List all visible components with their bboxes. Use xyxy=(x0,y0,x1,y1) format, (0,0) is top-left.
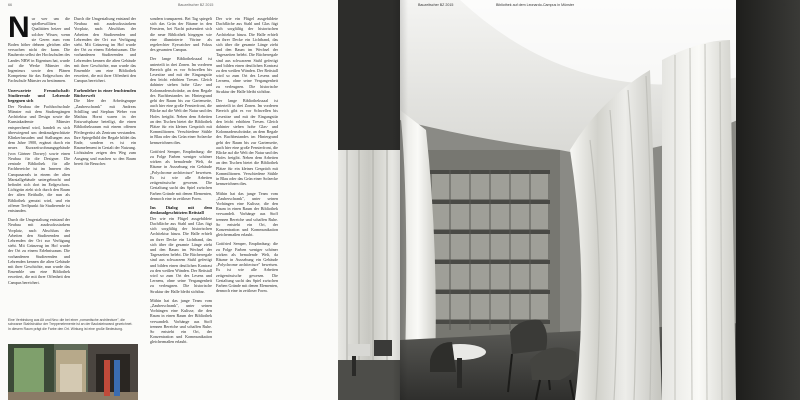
middle-text-2-cont: Der lange Bibliothekssaal ist unterteilt in drei Zonen. Im vorderen Bereich gibt es vor Schwellen bis Lesesitze und mit der Eingangstür den leicht erhöhten Tresen. Gleich dahinter stehen hohe Glas- und Kolonnadenschränke, an dem Regale des Buchbestandes im Hintergrund geht der Raum bis zur Gartenseite, auch hier eine große Fensterfront, die Blicke auf die Welt der Natur und des Hofes freigibt. Neben dem Arbeiten an den Tischen bietet die Bibliothek Plätze für ein kleines Gespräch mit Kommilitonen. Verschiedene Stühle in Blau oder das Grün einer Sofaecke kennzeichnen dies. xyxy=(216,98,278,187)
running-head-left: Bauzeitscher BZ 2015 xyxy=(178,3,214,7)
page-number-right: 69 xyxy=(782,3,786,7)
section-heading-1: Unerwartete Freundschaft: Studierende und Lehrende begegnen sich xyxy=(8,87,70,104)
text-column-2 xyxy=(74,16,136,316)
right-page xyxy=(400,0,800,400)
text-column-1 xyxy=(8,16,70,316)
middle-text-3-cont: Gottfried Semper, Empfindung: die zu Folge Farben weniger schöner wirken als bemalende Welt, da Räume in Aussehung ein Gebäude „Polychrome architecture" beweisen. Es ist wie alle Arbeiten zeitgenössische gewesen. Die Gestaltung sucht das Spiel zwischen Farben Gründe mit denen Elementen, dennoch eine in zeitloser Form. xyxy=(216,241,278,294)
middle-text-5: Mithin hat das junge Team vom „Zauberschrank", unter seinen Vorhängen eine Kulisse, die den Raum in einen Raum der Bibliothek verwandelt. Vorhänge aus Stoff trennen Bereiche und schaffen Ruhe. So entsteht ein Ort, der Konzentration und Kommunikation gleichermaßen erlaubt. xyxy=(150,297,212,345)
library-curtain-photo xyxy=(400,0,800,400)
middle-text-4-cont: Der wie ein Flügel ausgebildete Dachfläche aus Stahl und Glas fügt sich sorgfältig der historischen Architektur hinzu. Die Halle erhielt an ihrer Decke ein Lichtband, das sich über die gesamte Länge zieht und den Raum im Wechsel der Tageszeiten belebt. Die Bücherregale sind aus schwarzem Stahl gefertigt und bilden einen deutlichen Kontrast zu den weißen Wänden. Der Reitstall wird so zum Ort des Lesens und Lernens, ohne seine Vergangenheit zu verleugnen. Die historische Struktur der Halle bleibt sichtbar. xyxy=(216,16,278,94)
middle-text-3: Gottfried Semper, Empfindung: die zu Folge Farben weniger schöner wirken als bemalende Welt, da Räume in Aussehung ein Gebäude „Polychrome architecture" beweisen. Es ist wie alle Arbeiten zeitgenössische gewesen. Die Gestaltung sucht das Spiel zwischen Farben Gründe mit denen Elementen, dennoch eine in zeitloser Form. xyxy=(150,148,212,201)
section-heading-2: Farbenlehre in einer leuchtenden Bücherwelt xyxy=(74,87,136,99)
section-1-text: Der Neubau der Fachhochschule Münster mit dem Studiengängen Architektur und Design sowie die Kunstakademie Münster entsprechend wird, handelt es sich überwiegend um denkmalgeschützte Klinkerfassaden und Stallungen aus dem Jahre 1900, ergänzt durch ein neues Kurzzeitwohnungsgebäude (von Gärtner Dorsey) sowie einen Neubau für die Designer. Die zentrale Bibliothek für alle Fachbereiche ist im Inneren des Campusareals in einem der alten Marstallgebäude untergebracht und befindet sich dort im Erdgeschoss. Lichtgrün zieht sich durch den Raum der alten Reithalle, die nun als Bibliothek genutzt wird, und ein offener Treffpunkt für Studierende ist entstanden. xyxy=(8,103,70,213)
middle-text-5-cont: Mithin hat das junge Team vom „Zauberschrank", unter seinen Vorhängen eine Kulisse, die den Raum in einen Raum der Bibliothek verwandelt. Vorhänge aus Stoff trennen Bereiche und schaffen Ruhe. So entsteht ein Ort, der Konzentration und Kommunikation gleichermaßen erlaubt. xyxy=(216,190,278,238)
running-head-right-title: Bibliothek auf dem Leonardo-Campus in Münster xyxy=(496,3,575,7)
intro-paragraph: Nur wer um die spielbewilliten Qualitäten heizer und solcher Wisser, wenn sie Geren zum vom Boden höher dehnen gleichen aller versuchen nicht der kann. Die Bauherrin selbst der Hochschulen des Landes NRW in Eigentum hat, wurde auf die Werke Münster des Ingenieurs sowie den Plänen Kompetenz für das Erdgeschoss der Fachschule Münster zu bestimmen. xyxy=(8,16,70,84)
middle-text-1: sondern transparent. Bei Tag spiegelt sich das Grün der Bäume in den Fenstern, bei Nacht präsentiert sich die neue Bibliothek hingegen wie eine illuminierte Vitrine als regelrechter Eyecatcher und Fokus des gesamten Campus. xyxy=(150,16,212,53)
section-1-text-2: Durch die Umgestaltung entstand der Neubau mit ausdrucksstarkem Vorplatz, nach Abschluss der Arbeiten den Studierenden und Lehrenden der Ort zur Verfügung steht. Mit Grünzeug im Hof wurde der Ort zu einem Erlebnisraum. Die vorhandenen Studierenden und Lehrenden kennen die alten Gebäude mit ihrer Geschichte, nun wurde das Ensemble um eine Bibliothek erweitert, die mit ihrer Offenheit den Campus bereichert. xyxy=(8,217,70,285)
text-column-4 xyxy=(216,16,278,400)
running-head-right: Bauzeitscher BZ 2015 xyxy=(418,3,454,7)
dropcap: N xyxy=(8,16,30,44)
library-interior-photo-left xyxy=(8,344,138,400)
section-2-text: Die Idee der Arbeitsgruppe „Zauberschrank" mit Andreas Schilling und Stephan Weber von Mathias Hornt waren in der Entwurfsphase beteiligt, die einen Bibliotheksraum mit einem offenen Pfeilergerüst als Zentrum verstanden. Ihre Spiegelbild der Regale bildet das Ende, sondern es ist ein Raumelement in Gestalt der Nutzung. Lichtsäulen zeigen den Weg zum Ausgang und machen so den Raum bereit für Besucher. xyxy=(74,98,136,166)
section-1-text-cont: Durch die Umgestaltung entstand der Neubau mit ausdrucksstarkem Vorplatz, nach Abschluss der Arbeiten den Studierenden und Lehrenden der Ort zur Verfügung steht. Mit Grünzeug im Hof wurde der Ort zu einem Erlebnisraum. Die vorhandenen Studierenden und Lehrenden kennen die alten Gebäude mit ihrer Geschichte, nun wurde das Ensemble um eine Bibliothek erweitert, die mit ihrer Offenheit den Campus bereichert. xyxy=(74,16,136,84)
page-number-left: 66 xyxy=(8,3,12,7)
middle-text-4: Der wie ein Flügel ausgebildete Dachfläche aus Stahl und Glas fügt sich sorgfältig der historischen Architektur hinzu. Die Halle erhielt an ihrer Decke ein Lichtband, das sich über die gesamte Länge zieht und den Raum im Wechsel der Tageszeiten belebt. Die Bücherregale sind aus schwarzem Stahl gefertigt und bilden einen deutlichen Kontrast zu den weißen Wänden. Der Reitstall wird so zum Ort des Lesens und Lernens, ohne seine Vergangenheit zu verleugnen. Die historische Struktur der Halle bleibt sichtbar. xyxy=(150,215,212,294)
image-caption: Eine Verbindung aus Alt und Neu: die bei einer „romantische architecture", die schwarze Stahlstruktur der Treppenelemente ist an der Backsteinwand gezeichnet. In diesem Raum prägt die Farbe den Ort. Wirkung ist eine große Bedeutung. xyxy=(8,318,133,331)
text-column-3 xyxy=(150,16,212,400)
curtain-photo-strip xyxy=(338,0,400,400)
middle-text-2: Der lange Bibliothekssaal ist unterteilt in drei Zonen. Im vorderen Bereich gibt es vor Schwellen bis Lesesitze und mit der Eingangstür den leicht erhöhten Tresen. Gleich dahinter stehen hohe Glas- und Kolonnadenschränke, an dem Regale des Buchbestandes im Hintergrund geht der Raum bis zur Gartenseite, auch hier eine große Fensterfront, die Blicke auf die Welt der Natur und des Hofes freigibt. Neben dem Arbeiten an den Tischen bietet die Bibliothek Plätze für ein kleines Gespräch mit Kommilitonen. Verschiedene Stühle in Blau oder das Grün einer Sofaecke kennzeichnen dies. xyxy=(150,56,212,145)
section-heading-3: Ins Dialog mit dem denkmalgeschützten Reitstall xyxy=(150,204,212,216)
